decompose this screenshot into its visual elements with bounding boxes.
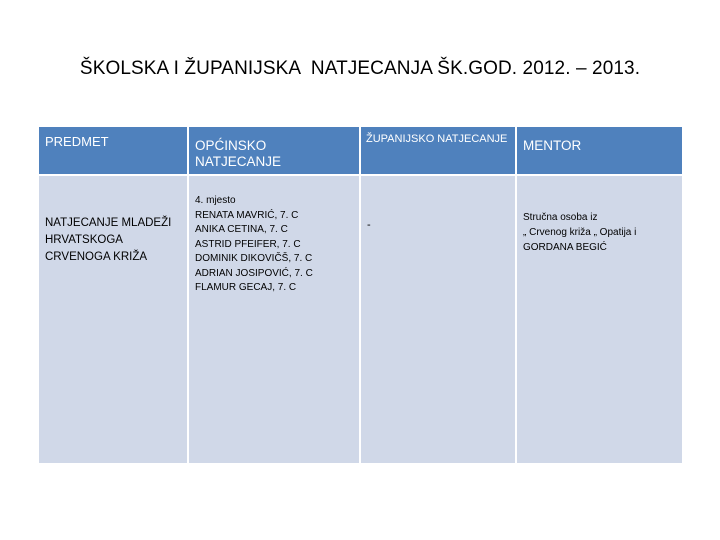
header-mentor: MENTOR — [523, 138, 582, 153]
table-row — [38, 175, 683, 464]
subject-line: CRVENOGA KRIŽA — [45, 251, 148, 263]
mentor-line: Stručna osoba iz — [523, 212, 598, 223]
participant-line: ANIKA CETINA, 7. C — [195, 224, 288, 235]
competition-table — [37, 125, 684, 465]
cell-opcinsko — [188, 175, 360, 464]
cell-predmet — [38, 175, 188, 464]
header-cell-predmet — [38, 126, 188, 175]
participant-line: RENATA MAVRIĆ, 7. C — [195, 209, 299, 221]
mentor-text — [517, 176, 682, 255]
mentor-line: „ Crvenog križa „ Opatija i — [523, 227, 637, 238]
zupanijsko-value: - — [367, 219, 371, 231]
subject-text — [39, 176, 187, 266]
placement-line: 4. mjesto — [195, 195, 236, 206]
header-zupanijsko: ŽUPANIJSKO NATJECANJE — [366, 133, 508, 145]
table-header-row — [38, 126, 683, 175]
header-opcinsko: OPĆINSKO NATJECANJE — [195, 138, 282, 169]
header-predmet: PREDMET — [45, 134, 109, 149]
header-cell-opcinsko — [188, 126, 360, 175]
participant-line: ADRIAN JOSIPOVIĆ, 7. C — [195, 267, 313, 279]
page-title: ŠKOLSKA I ŽUPANIJSKA NATJECANJA ŠK.GOD. 2012. – 2013. — [79, 58, 641, 79]
participants-list — [189, 176, 359, 296]
header-cell-mentor — [516, 126, 683, 175]
header-cell-zupanijsko — [360, 126, 516, 175]
mentor-line: GORDANA BEGIĆ — [523, 242, 607, 253]
participant-line: ASTRID PFEIFER, 7. C — [195, 238, 301, 250]
participant-line: DOMINIK DIKOVIČŠ, 7. C — [195, 253, 313, 264]
cell-mentor — [516, 175, 683, 464]
cell-zupanijsko — [360, 175, 516, 464]
subject-line: HRVATSKOGA — [45, 234, 123, 246]
participant-line: FLAMUR GECAJ, 7. C — [195, 282, 297, 293]
subject-line: NATJECANJE MLADEŽI — [45, 217, 172, 229]
